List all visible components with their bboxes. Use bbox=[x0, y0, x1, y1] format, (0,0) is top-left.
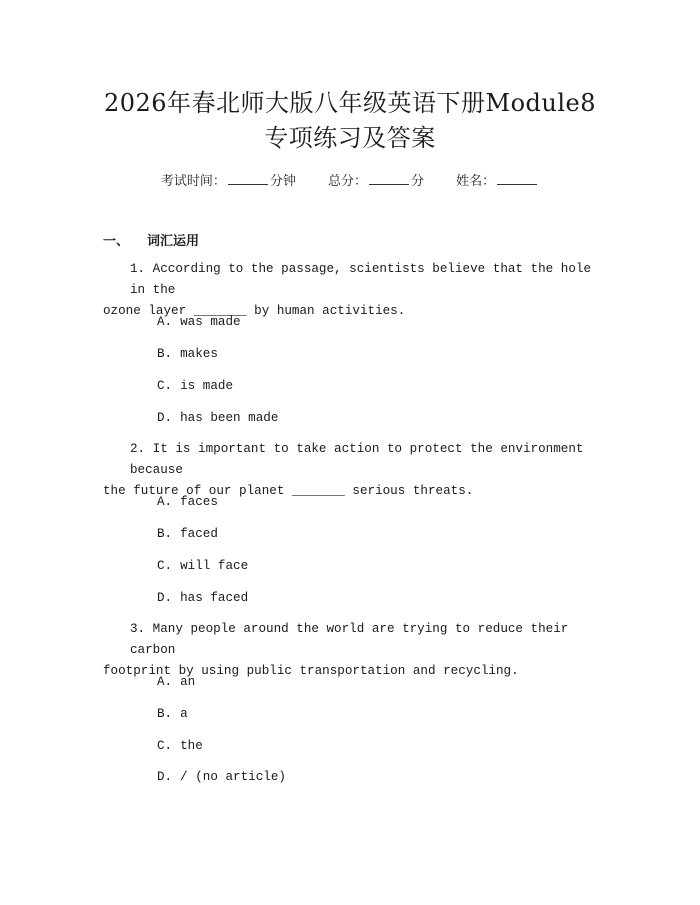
name-label: 姓名： bbox=[456, 174, 496, 189]
option-text: / (no article) bbox=[180, 770, 286, 784]
question-3-line1: 3. Many people around the world are trying to reduce their carbon bbox=[130, 622, 569, 657]
question-1-option-d bbox=[157, 410, 278, 426]
option-letter: A. bbox=[157, 495, 173, 509]
option-letter: C. bbox=[157, 379, 173, 393]
document-title-line1: 2026年春北师大版八年级英语下册Module8 bbox=[103, 89, 597, 117]
option-text: makes bbox=[180, 347, 218, 361]
option-text: faced bbox=[180, 527, 218, 541]
option-letter: C. bbox=[157, 559, 173, 573]
question-3-line2: footprint by using public transportation and recycling. bbox=[103, 664, 519, 678]
option-text: the bbox=[180, 739, 203, 753]
option-text: an bbox=[180, 675, 196, 689]
section-title: 词汇运用 bbox=[147, 234, 200, 249]
total-score-blank bbox=[369, 172, 409, 185]
option-text: has faced bbox=[180, 591, 249, 605]
option-letter: B. bbox=[157, 527, 173, 541]
question-1 bbox=[103, 259, 600, 322]
option-text: a bbox=[180, 707, 188, 721]
question-3-option-a bbox=[157, 674, 195, 690]
exam-time-blank bbox=[228, 172, 268, 185]
question-1-line1: 1. According to the passage, scientists believe that the hole in the bbox=[130, 262, 592, 297]
question-2-option-a bbox=[157, 494, 218, 510]
option-text: has been made bbox=[180, 411, 279, 425]
section-heading bbox=[103, 230, 199, 249]
question-2-option-b bbox=[157, 526, 218, 542]
question-2-option-d bbox=[157, 590, 248, 606]
question-1-option-c bbox=[157, 378, 233, 394]
option-letter: D. bbox=[157, 411, 173, 425]
option-letter: B. bbox=[157, 707, 173, 721]
option-text: faces bbox=[180, 495, 218, 509]
total-score-unit: 分 bbox=[411, 174, 425, 189]
exam-time-unit: 分钟 bbox=[269, 174, 296, 189]
option-text: was made bbox=[180, 315, 241, 329]
option-letter: D. bbox=[157, 591, 173, 605]
option-letter: C. bbox=[157, 739, 173, 753]
section-number: 一、 bbox=[103, 234, 130, 249]
option-text: will face bbox=[180, 559, 249, 573]
question-1-option-b bbox=[157, 346, 218, 362]
exam-time-field bbox=[161, 170, 296, 189]
document-title-line2: 专项练习及答案 bbox=[264, 124, 436, 152]
question-1-option-a bbox=[157, 314, 241, 330]
option-letter: D. bbox=[157, 770, 173, 784]
option-letter: A. bbox=[157, 315, 173, 329]
total-score-field bbox=[328, 170, 424, 189]
question-2-line2: the future of our planet _______ serious threats. bbox=[103, 484, 474, 498]
question-2 bbox=[103, 439, 600, 502]
total-score-label: 总分： bbox=[327, 174, 367, 189]
exam-meta bbox=[0, 170, 700, 189]
question-3 bbox=[103, 619, 600, 682]
question-2-option-c bbox=[157, 558, 248, 574]
name-blank bbox=[497, 172, 537, 185]
question-3-option-b bbox=[157, 706, 188, 722]
question-3-option-d bbox=[157, 769, 286, 785]
option-letter: B. bbox=[157, 347, 173, 361]
question-2-line1: 2. It is important to take action to protect the environment because bbox=[130, 442, 584, 477]
name-field bbox=[456, 170, 539, 189]
exam-time-label: 考试时间： bbox=[160, 174, 226, 189]
question-1-line2: ozone layer _______ by human activities. bbox=[103, 304, 406, 318]
question-3-option-c bbox=[157, 738, 203, 754]
option-text: is made bbox=[180, 379, 234, 393]
option-letter: A. bbox=[157, 675, 173, 689]
